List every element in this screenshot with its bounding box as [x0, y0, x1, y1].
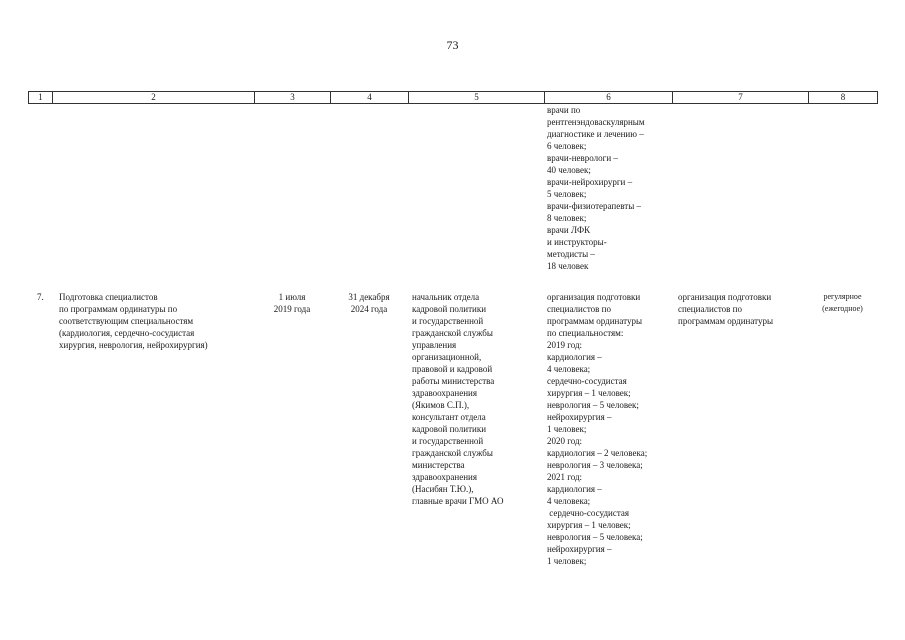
row-start-date: 1 июля 2019 года [273, 292, 311, 314]
column-header-7: 7 [673, 92, 809, 104]
continuation-specialists-list: врачи по рентгенэндоваскулярным диагностике и лечению – 6 человек; врачи-неврологи – 40 человек; врачи-нейрохирурги – 5 человек; врачи-физиотерапевты – 8 человек; врачи ЛФК и инструкторы- методисты – 18 человек [547, 105, 645, 271]
row-activity-name: Подготовка специалистов по программам ординатуры по соответствующим специальностям (кардиология, сердечно-сосудистая хирургия, неврология, нейрохирургия) [59, 292, 208, 350]
column-header-2: 2 [53, 92, 255, 104]
row-responsible: начальник отдела кадровой политики и государственной гражданской службы управления организационной, правовой и кадровой работы министерства здравоохранения (Якимов С.П.), консультант отдела кадровой политики и государственной гражданской службы министерства здравоохранения (Насибян Т.Ю.), главные врачи ГМО АО [412, 292, 504, 506]
column-header-3: 3 [255, 92, 331, 104]
row-number: 7. [37, 292, 44, 302]
page-number: 73 [446, 38, 459, 52]
column-header-1: 1 [29, 92, 53, 104]
column-header-6: 6 [545, 92, 673, 104]
column-header-row [29, 92, 878, 104]
row-frequency: регулярное (ежегодное) [822, 292, 863, 313]
row-result: организация подготовки специалистов по программам ординатуры по специальностям: 2019 год: кардиология – 4 человека; сердечно-сосудистая хирургия – 1 человек; неврология – 5 человек; нейрохирургия – 1 человек; 2020 год: кардиология – 2 человека; неврология – 3 человека; 2021 год: кардиология – 4 человека; сердечно-сосудистая хирургия – 1 человек; неврология – 5 человека; нейрохирургия – 1 человек; [547, 292, 648, 566]
column-header-table [28, 91, 878, 104]
column-header-4: 4 [331, 92, 409, 104]
column-header-8: 8 [809, 92, 878, 104]
column-header-5: 5 [409, 92, 545, 104]
row-end-date: 31 декабря 2024 года [348, 292, 390, 314]
row-indicator: организация подготовки специалистов по программам ординатуры [678, 292, 773, 326]
